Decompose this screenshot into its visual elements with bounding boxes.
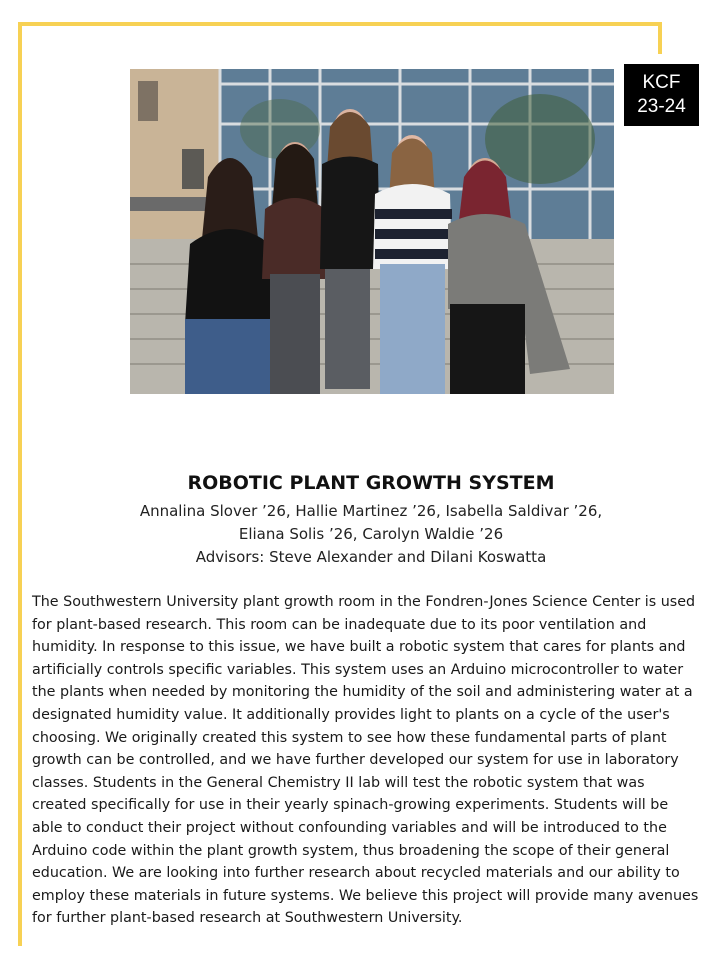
badge-line-2: 23-24 [637, 96, 686, 117]
abstract-paragraph: The Southwestern University plant growth room in the Fondren-Jones Science Center is used for plant-based research. This room can be inadequate due to its poor ventilation and humidity. In response to this issue, we have built a robotic system that cares for plants and artificially controls specific variables. This system uses an Arduino microcontroller to water the plants when needed by monitoring the humidity of the soil and administering water at a designated humidity value. It additionally provides light to plants on a cycle of the user's choosing. We originally created this system to see how these fundamental parts of plant growth can be controlled, and we have further developed our system for use in laboratory classes. Students in the General Chemistry II lab will test the robotic system that was created specifically for use in their yearly spinach-growing experiments. Students will be able to conduct their project without confounding variables and will be introduced to the Arduino code within the plant growth system, thus broadening the scope of their general education. We are looking into further research about recycled materials and our ability to employ these materials in future systems. We believe this project will provide many avenues for further plant-based research at Southwestern University. [32, 594, 699, 927]
authors-line-2: Eliana Solis ’26, Carolyn Waldie ’26 [238, 525, 504, 543]
advisors-line: Advisors: Steve Alexander and Dilani Koswatta [195, 548, 547, 566]
group-photo [130, 69, 614, 394]
frame-top-border [18, 22, 662, 26]
authors-line-1: Annalina Slover ’26, Hallie Martinez ’26, Isabella Saldivar ’26, [139, 502, 603, 520]
badge-line-1: KCF [642, 72, 681, 93]
author-block [22, 500, 720, 569]
project-title: ROBOTIC PLANT GROWTH SYSTEM [187, 472, 555, 494]
frame-right-border [658, 22, 662, 54]
kcf-badge [624, 64, 699, 126]
